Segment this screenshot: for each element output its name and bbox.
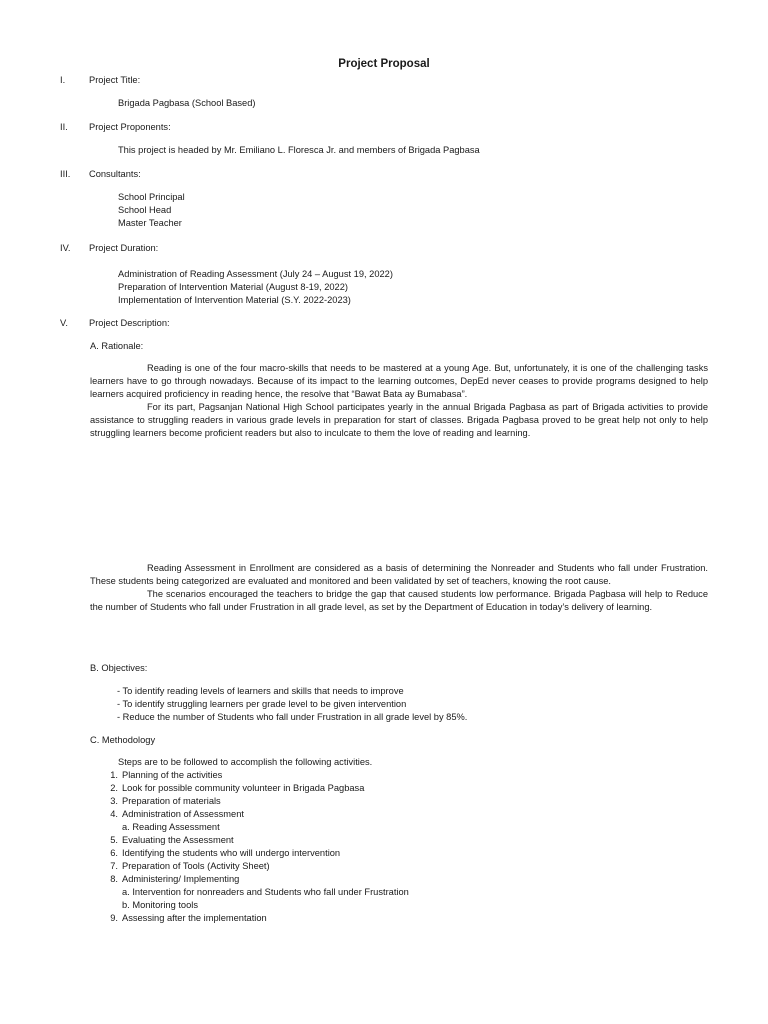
methodology-step: 8. Administering/ Implementing xyxy=(110,874,240,884)
objectives-heading: B. Objectives: xyxy=(90,663,148,673)
objectives-list xyxy=(117,685,467,724)
methodology-step: 9. Assessing after the implementation xyxy=(110,913,267,923)
methodology-steps xyxy=(103,769,409,925)
methodology-step: 4. Administration of Assessment xyxy=(110,809,244,819)
methodology-step: 6. Identifying the students who will undergo intervention xyxy=(110,848,341,858)
methodology-substep: a. Reading Assessment xyxy=(122,822,220,832)
rationale-paragraph: The scenarios encouraged the teachers to bridge the gap that caused students low performance. Brigada Pagbasa will help to Reduce the number of Students who fall under Frustration in all grade level, as set by the Department of Education in today’s delivery of learning. xyxy=(90,589,708,612)
project-title-value: Brigada Pagbasa (School Based) xyxy=(118,98,256,108)
section-4-heading: Project Duration: xyxy=(89,243,159,253)
section-3-number: III. xyxy=(60,169,71,179)
objective-item: - Reduce the number of Students who fall under Frustration in all grade level by 85%. xyxy=(117,712,468,722)
duration-item: Preparation of Intervention Material (August 8-19, 2022) xyxy=(118,282,348,292)
duration-item: Administration of Reading Assessment (July 24 – August 19, 2022) xyxy=(118,269,393,279)
methodology-step: 7. Preparation of Tools (Activity Sheet) xyxy=(110,861,270,871)
consultant-item: School Principal xyxy=(118,192,185,202)
rationale-paragraph: For its part, Pagsanjan National High School participates yearly in the annual Brigada Pagbasa as part of Brigada activities to provide assistance to struggling readers in various grade levels in preparation for start of classes. Brigada Pagbasa proved to be great help not only to help struggling learners become proficient readers but also to inculcate to them the love of reading and learning. xyxy=(90,402,708,438)
duration-item: Implementation of Intervention Material (S.Y. 2022-2023) xyxy=(118,295,351,305)
methodology-step: 5. Evaluating the Assessment xyxy=(110,835,234,845)
section-3-heading: Consultants: xyxy=(89,169,141,179)
consultant-item: Master Teacher xyxy=(118,218,182,228)
rationale-paragraph: Reading Assessment in Enrollment are considered as a basis of determining the Nonreader and Students who fall under Frustration. These students being categorized are evaluated and monitored and been validated by set of teachers, knowing the root cause. xyxy=(90,563,708,586)
methodology-step: 3. Preparation of materials xyxy=(110,796,221,806)
rationale-text-top xyxy=(90,362,708,440)
methodology-substep: b. Monitoring tools xyxy=(122,900,198,910)
section-1-heading: Project Title: xyxy=(89,75,141,85)
rationale-heading: A. Rationale: xyxy=(90,341,144,351)
project-proponents-value: This project is headed by Mr. Emiliano L. Floresca Jr. and members of Brigada Pagbasa xyxy=(118,145,480,155)
rationale-text-bottom xyxy=(90,562,708,614)
methodology-heading: C. Methodology xyxy=(90,735,156,745)
section-2-heading: Project Proponents: xyxy=(89,122,171,132)
section-5-heading: Project Description: xyxy=(89,318,170,328)
methodology-intro: Steps are to be followed to accomplish the following activities. xyxy=(118,757,373,767)
rationale-paragraph: Reading is one of the four macro-skills that needs to be mastered at a young Age. But, unfortunately, it is one of the challenging tasks learners have to go through nowadays. Because of its impact to the learning outcomes, DepEd never ceases to provide programs designed to help learners acquired proficiency in reading hence, the resolve that “Bawat Bata ay Bumabasa”. xyxy=(90,363,708,399)
document-title: Project Proposal xyxy=(338,58,430,70)
methodology-step: 2. Look for possible community volunteer in Brigada Pagbasa xyxy=(110,783,365,793)
methodology-substep: a. Intervention for nonreaders and Students who fall under Frustration xyxy=(122,887,409,897)
section-5-number: V. xyxy=(60,318,68,328)
duration-list xyxy=(118,268,393,307)
methodology-step: 1. Planning of the activities xyxy=(110,770,223,780)
objective-item: - To identify reading levels of learners and skills that needs to improve xyxy=(117,686,404,696)
section-2-number: II. xyxy=(60,122,68,132)
section-4-number: IV. xyxy=(60,243,71,253)
objective-item: - To identify struggling learners per grade level to be given intervention xyxy=(117,699,407,709)
consultant-item: School Head xyxy=(118,205,172,215)
consultants-list xyxy=(118,191,185,230)
section-1-number: I. xyxy=(60,75,66,85)
